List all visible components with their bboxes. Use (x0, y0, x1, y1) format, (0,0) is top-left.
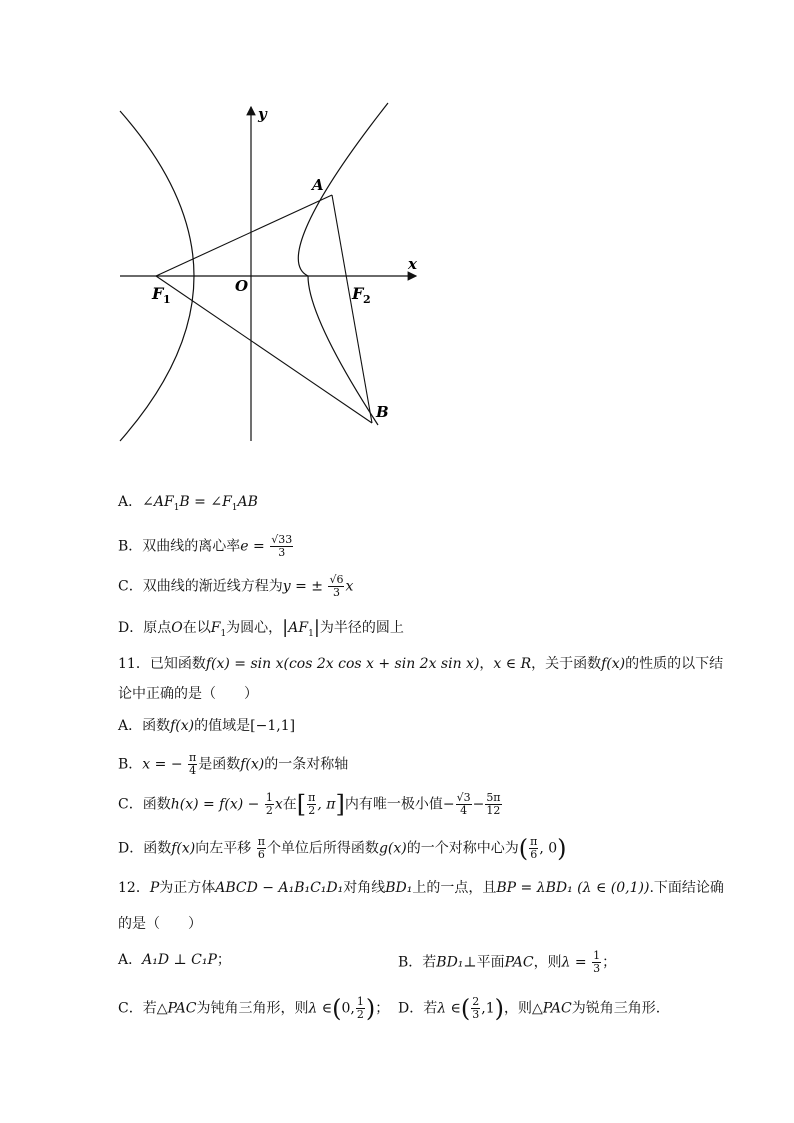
fraction: $\frac{5\pi}{12}$ (486, 791, 501, 817)
label-f1: F (152, 284, 164, 303)
q12-stem-line1: 12．P为正方体ABCD − A₁B₁C₁D₁对角线BD₁上的一点，且BP = λBD₁ (λ ∈ (0,1)).下面结论确 (118, 880, 724, 896)
fraction: $\frac{\pi}{2}$ (308, 791, 316, 817)
fraction: $\frac{\pi}{6}$ (257, 835, 265, 861)
label-f2: F (352, 284, 364, 303)
label-b: B (376, 403, 389, 421)
label-o: O (235, 277, 249, 295)
segment-f1-b (156, 276, 372, 423)
fraction: $\frac{\pi}{6}$ (530, 835, 538, 861)
q10-option-d: D．原点O在以$F_1$为圆心，$|AF_1|$为半径的圆上 (118, 617, 404, 639)
fraction: $\frac{1}{2}$ (356, 995, 364, 1021)
q11-stem-line2: 论中正确的是（ ） (118, 686, 258, 702)
q11-option-b: B．x = − $\frac{\pi}{4}$ 是函数f(x)的一条对称轴 (118, 751, 349, 777)
q12-option-c: C．若△PAC为钝角三角形，则λ ∈(0, $\frac{1}{2}$ )； (118, 994, 390, 1023)
q12-stem-line2: 的是（ ） (118, 916, 202, 932)
fraction: $\frac{√3}{4}$ (456, 791, 471, 817)
q12-option-a: A．A₁D ⊥ C₁P； (118, 952, 231, 968)
q10-option-a: A．$\angle AF_1B$ = $\angle F_1AB$ (118, 494, 258, 513)
label-f2-sub: 2 (363, 293, 371, 306)
label-y: y (258, 105, 267, 123)
q10-option-b: B．双曲线的离心率e = $\frac{√33}{3}$ (118, 533, 293, 559)
hyperbola-figure (110, 95, 430, 445)
q11-option-a: A．函数f(x)的值域是[−1,1] (118, 718, 296, 734)
q11-option-d: D．函数f(x)向左平移 $\frac{\pi}{6}$ 个单位后所得函数g(x)的一个对称中心为( $\frac{\pi}{6}$ , 0) (118, 834, 567, 863)
fraction: $\frac{1}{2}$ (265, 791, 273, 817)
label-a: A (312, 176, 324, 194)
label-x: x (408, 255, 417, 273)
q12-option-b: B．若BD₁⊥平面PAC，则λ = $\frac{1}{3}$ ； (398, 949, 617, 975)
fraction: $\frac{√6}{3}$ (329, 573, 344, 599)
q12-option-d: D．若λ ∈( $\frac{2}{3}$ ,1)，则△PAC为锐角三角形. (398, 994, 661, 1023)
q11-option-c: C．函数h(x) = f(x) − $\frac{1}{2}$ x在[ $\frac{\pi}{2}$ , π]内有唯一极小值− $\frac{√3}{4}$ − $\frac{5\pi}{12}$ (118, 790, 501, 819)
q10-option-c: C．双曲线的渐近线方程为y = ± $\frac{√6}{3}$ x (118, 573, 354, 599)
q11-stem-line1: 11．已知函数f(x) = sin x(cos 2x cos x + sin 2x sin x)，x ∈ R，关于函数f(x)的性质的以下结 (118, 656, 724, 672)
fraction: $\frac{√33}{3}$ (271, 533, 293, 559)
fraction: $\frac{1}{3}$ (593, 949, 601, 975)
fraction: $\frac{2}{3}$ (472, 995, 480, 1021)
segment-a-b (332, 195, 372, 423)
fraction: $\frac{\pi}{4}$ (189, 751, 197, 777)
segment-f1-a (156, 195, 332, 276)
label-f1-sub: 1 (163, 293, 171, 306)
